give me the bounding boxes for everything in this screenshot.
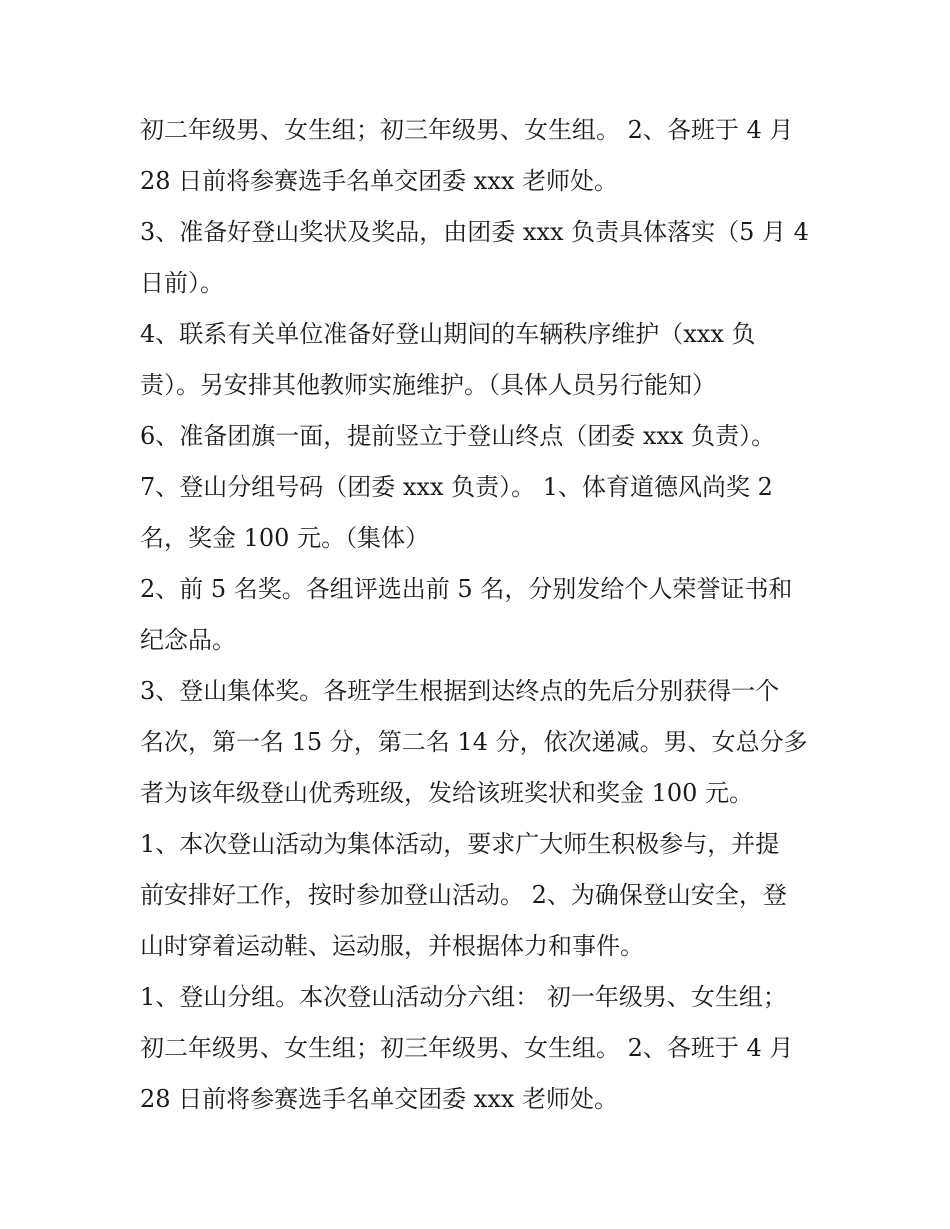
text-line-12: 3、登山集体奖。各班学生根据到达终点的先后分别获得一个 bbox=[140, 677, 780, 705]
text-line-14: 者为该年级登山优秀班级，发给该班奖状和奖金 100 元。 bbox=[140, 779, 754, 807]
text-line-15: 1、本次登山活动为集体活动，要求广大师生积极参与，并提 bbox=[140, 830, 780, 858]
text-line-9: 名，奖金 100 元。（集体） bbox=[140, 524, 430, 552]
text-line-7: 6、准备团旗一面，提前竖立于登山终点（团委 xxx 负责）。 bbox=[140, 422, 776, 450]
text-line-2: 28 日前将参赛选手名单交团委 xxx 老师处。 bbox=[140, 167, 619, 195]
text-line-16: 前安排好工作，按时参加登山活动。 2、为确保登山安全，登 bbox=[140, 881, 787, 909]
text-line-3: 3、准备好登山奖状及奖品，由团委 xxx 负责具体落实（5 月 4 bbox=[140, 218, 809, 246]
text-line-18: 1、登山分组。本次登山活动分六组： 初一年级男、女生组； bbox=[140, 983, 787, 1011]
text-line-19: 初二年级男、女生组；初三年级男、女生组。 2、各班于 4 月 bbox=[140, 1034, 794, 1062]
text-line-6: 责）。另安排其他教师实施维护。（具体人员另行能知） bbox=[140, 371, 716, 399]
text-line-10: 2、前 5 名奖。各组评选出前 5 名，分别发给个人荣誉证书和 bbox=[140, 575, 793, 603]
document-body bbox=[140, 105, 815, 1125]
text-line-5: 4、联系有关单位准备好登山期间的车辆秩序维护（xxx 负 bbox=[140, 320, 756, 348]
text-line-17: 山时穿着运动鞋、运动服，并根据体力和事件。 bbox=[140, 932, 644, 960]
text-line-11: 纪念品。 bbox=[140, 626, 236, 654]
text-line-8: 7、登山分组号码（团委 xxx 负责）。 1、体育道德风尚奖 2 bbox=[140, 473, 773, 501]
text-line-13: 名次，第一名 15 分，第二名 14 分，依次递减。男、女总分多 bbox=[140, 728, 808, 756]
text-line-20: 28 日前将参赛选手名单交团委 xxx 老师处。 bbox=[140, 1085, 619, 1113]
text-line-1: 初二年级男、女生组；初三年级男、女生组。 2、各班于 4 月 bbox=[140, 116, 794, 144]
text-line-4: 日前）。 bbox=[140, 269, 224, 297]
